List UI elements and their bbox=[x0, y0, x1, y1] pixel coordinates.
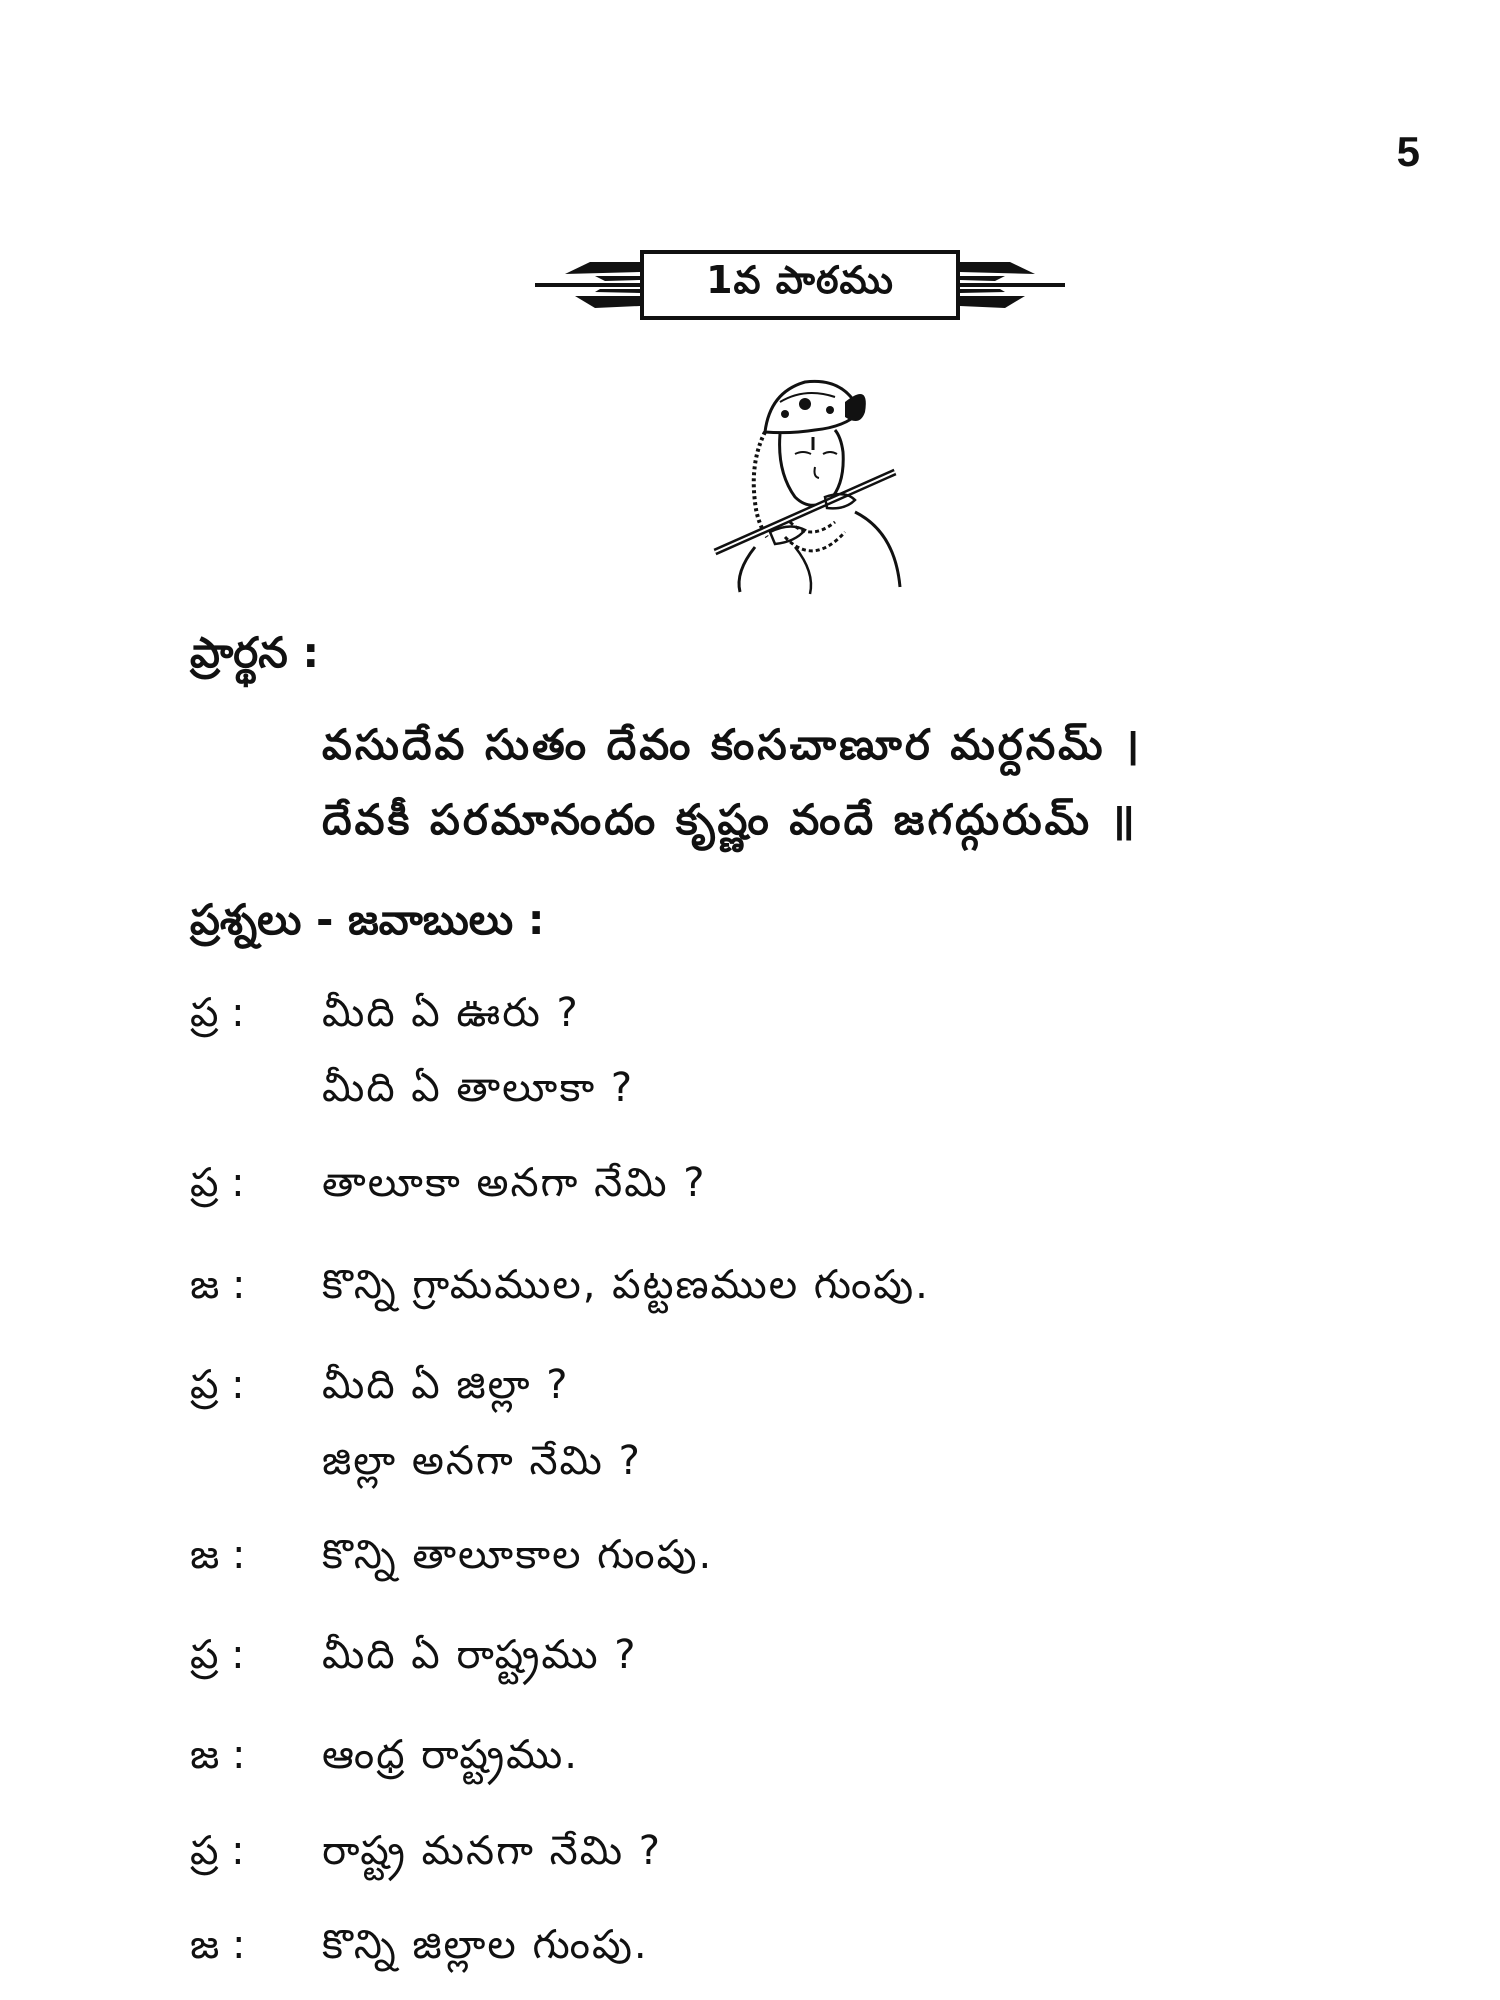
question-label: ప్ర : bbox=[190, 1632, 245, 1678]
lesson-banner bbox=[535, 244, 1065, 328]
question-label: ప్ర : bbox=[190, 1828, 245, 1874]
question-text: తాలూకా అనగా నేమి ? bbox=[322, 1160, 707, 1206]
question-text: మీది ఏ జిల్లా ? bbox=[322, 1362, 570, 1408]
answer-label: జ : bbox=[190, 1922, 246, 1968]
question-label: ప్ర : bbox=[190, 990, 245, 1036]
answer-text: ఆంధ్ర రాష్ట్రము. bbox=[322, 1732, 579, 1778]
prayer-verse-line-2: దేవకీ పరమానందం కృష్ణం వందే జగద్గురుమ్ ॥ bbox=[322, 795, 1138, 844]
answer-label: జ : bbox=[190, 1732, 246, 1778]
question-text: రాష్ట్ర మనగా నేమి ? bbox=[322, 1828, 662, 1874]
answer-text: కొన్ని తాలూకాల గుంపు. bbox=[322, 1532, 714, 1578]
answer-label: జ : bbox=[190, 1532, 246, 1578]
prayer-verse-line-1: వసుదేవ సుతం దేవం కంసచాణూర మర్దనమ్ । bbox=[322, 720, 1143, 769]
answer-text: కొన్ని గ్రామముల, పట్టణముల గుంపు. bbox=[322, 1262, 930, 1308]
lesson-title: 1వ పాఠము bbox=[706, 258, 894, 302]
question-text: మీది ఏ ఊరు ? bbox=[322, 990, 580, 1036]
question-label: ప్ర : bbox=[190, 1362, 245, 1408]
question-label: ప్ర : bbox=[190, 1160, 245, 1206]
page-number: 5 bbox=[1396, 128, 1420, 175]
question-text: జిల్లా అనగా నేమి ? bbox=[322, 1438, 642, 1484]
qa-heading: ప్రశ్నలు - జవాబులు : bbox=[190, 895, 545, 944]
lesson-title-box bbox=[640, 250, 960, 320]
answer-text: కొన్ని జిల్లాల గుంపు. bbox=[322, 1922, 649, 1968]
prayer-heading: ప్రార్థన : bbox=[190, 628, 320, 677]
krishna-with-flute-icon bbox=[695, 372, 920, 597]
answer-label: జ : bbox=[190, 1262, 246, 1308]
question-text: మీది ఏ రాష్ట్రము ? bbox=[322, 1632, 638, 1678]
question-text: మీది ఏ తాలూకా ? bbox=[322, 1065, 635, 1111]
